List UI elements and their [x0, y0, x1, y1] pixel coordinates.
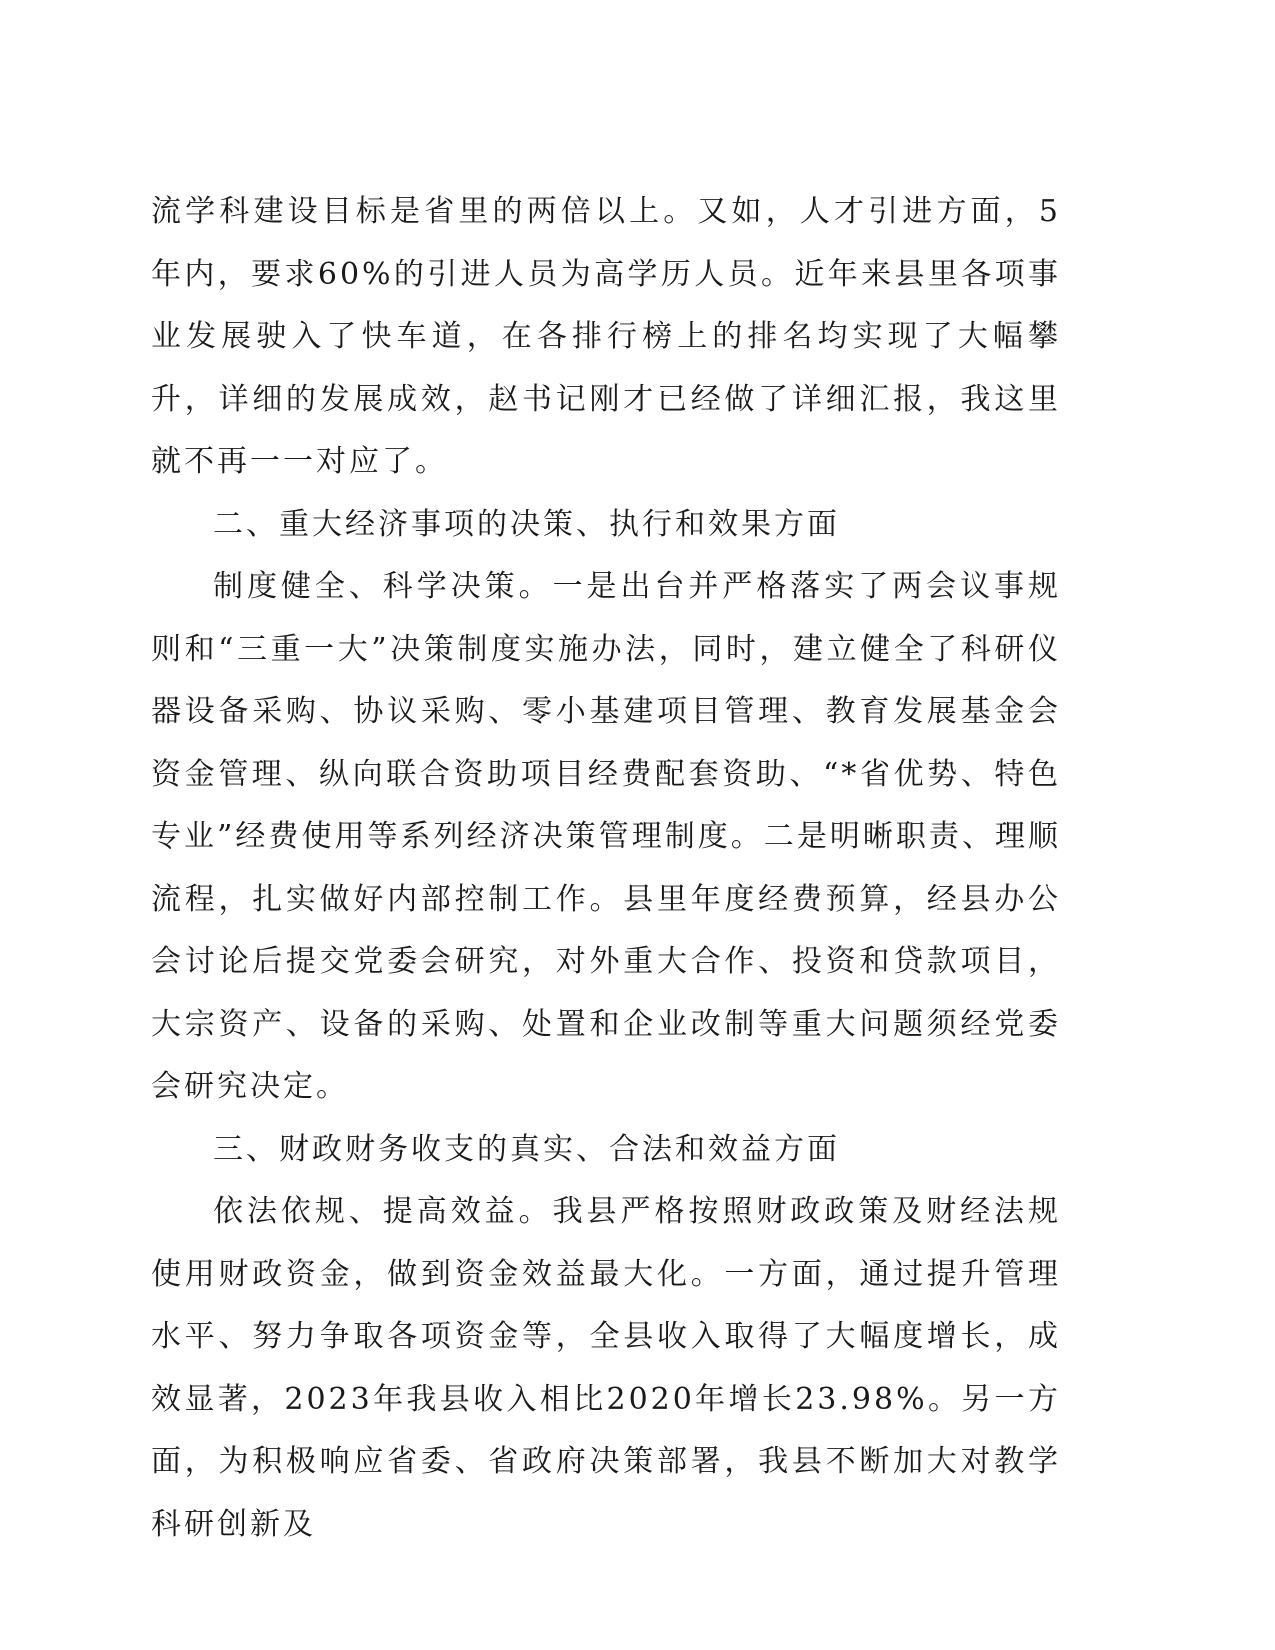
section-heading-3: 三、财政财务收支的真实、合法和效益方面	[213, 1131, 840, 1167]
paragraph-decision-making: 制度健全、科学决策。一是出台并严格落实了两会议事规则和“三重一大”决策制度实施办法，同时，建立健全了科研仪器设备采购、协议采购、零小基建项目管理、教育发展基金会资金管理、纵向联合资助项目经费配套资助、“*省优势、特色专业”经费使用等系列经济决策管理制度。二是明晰职责、理顺流程，扎实做好内部控制工作。县里年度经费预算，经县办公会讨论后提交党委会研究，对外重大合作、投资和贷款项目，大宗资产、设备的采购、处置和企业改制等重大问题须经党委会研究决定。	[151, 569, 1061, 1104]
document-body	[151, 181, 1061, 1556]
paragraph-continuation: 流学科建设目标是省里的两倍以上。又如，人才引进方面，5年内，要求60%的引进人员为高学历人员。近年来县里各项事业发展驶入了快车道，在各排行榜上的排名均实现了大幅攀升，详细的发展成效，赵书记刚才已经做了详细汇报，我这里就不再一一对应了。	[151, 194, 1061, 479]
paragraph-finance: 依法依规、提高效益。我县严格按照财政政策及财经法规使用财政资金，做到资金效益最大化。一方面，通过提升管理水平、努力争取各项资金等，全县收入取得了大幅度增长，成效显著，2023年我县收入相比2020年增长23.98%。另一方面，为积极响应省委、省政府决策部署，我县不断加大对教学科研创新及	[151, 1194, 1061, 1542]
section-heading-2: 二、重大经济事项的决策、执行和效果方面	[213, 506, 840, 542]
